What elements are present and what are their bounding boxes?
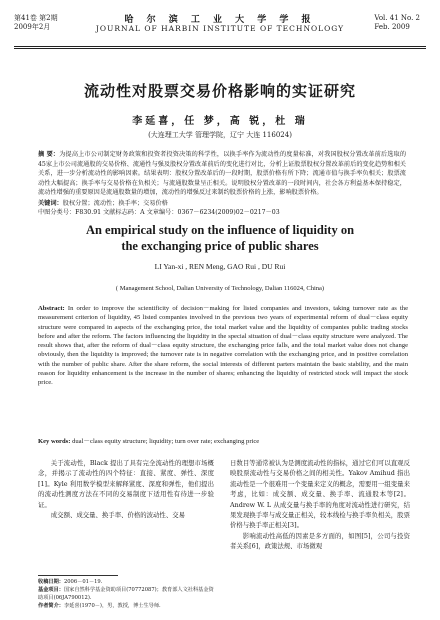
body-paragraph: 成交额、成交量、换手率、价格的波动性、交易: [50, 511, 185, 520]
header-date-en: Feb. 2009: [374, 23, 410, 31]
header-vol-en: Vol. 41 No. 2: [374, 14, 420, 22]
classification-line: 中图分类号：F830.91 文献标志码：A 文章编号：0367－6234(2009)02－0217－03: [38, 209, 280, 216]
body-column-left: [38, 458, 214, 520]
authors-en: LI Yan-xi , REN Meng, GAO Rui , DU Rui: [154, 262, 286, 271]
header-rule: [14, 46, 426, 47]
header-volume-en: [374, 14, 420, 32]
keywords-cn-label: 关键词：: [38, 200, 63, 207]
footnote-fund-text: 国家自然科学基金资助项目(70772087)；教育部人文社科基金资助项目(06JA790012).: [38, 587, 214, 601]
body-paragraph: 关于流动性，Black 提出了具有完全流动性的理想市场概念，并揭示了流动性的四个特征：直接、紧度、弹性、深度[1]。Kyle 利用数学模型来解释紧度、深度和弹性，他们提出的流动性测度方法在不同的交易制度下适用性有待进一步验证。: [38, 459, 214, 509]
footnote-author-text: 李延喜(1970－)，男，教授，博士生导师.: [63, 603, 161, 609]
header-volume: 第41卷 第2期: [14, 14, 58, 22]
header-rule-2: [14, 48, 426, 49]
journal-name-en: JOURNAL OF HARBIN INSTITUTE OF TECHNOLOGY: [95, 24, 345, 33]
footnote-fund: [38, 586, 216, 602]
footnote-fund-label: 基金项目：: [38, 587, 64, 593]
abstract-cn: [38, 150, 406, 198]
footnote-author: [38, 602, 216, 610]
affiliation-cn: (大连理工大学 管理学院，辽宁 大连 116024): [148, 131, 292, 139]
affiliation-en: ( Management School, Dalian University of Technology, Dalian 116024, China): [115, 285, 325, 292]
abstract-en: [38, 304, 408, 388]
keywords-en-text: dual－class equity structure; liquidity; turn over rate; exchanging price: [72, 438, 260, 445]
keywords-en-label: Key words:: [38, 438, 71, 445]
abstract-en-text: In order to improve the scientificity of decision－making for listed companies and investors, taking turnover rate as the measurement criterion of liquidity, 45 listed companies involved in the previous two years of experimental reform of dual－class equity structure were compared in aspects of the exchanging price, the total market value and the liquidity of companies public trading stocks before and after the reform. The factors influencing the liquidity in the special situation of dual－class equity structure were analyzed. The result shows that, after the reform of dual－class equity structure, the exchanging price falls, and the total market value does not change obviously, then the liquidity is improved; the turnover rate is in negative correlation with the exchanging price, and in positive correlation with the number of public share. After the share reform, the social interests of different parters maintain the basic stability, and the main reason for liquidity enhancement is the increase in the number of shares; enhancing the liquidity of restricted stock will impact the stock price.: [38, 305, 408, 387]
abstract-cn-label: 摘 要：: [38, 151, 60, 158]
keywords-en: [38, 437, 408, 446]
body-paragraph: 日数目等通常被认为是测度流动性的指标，通过它们可以直观反映股票流动性与交易价格之间的相关性。Yakov Amihud 指出流动性是一个很难用一个变量来定义的概念，需要用一组变量来考虑，比如：成交额、成交量、换手率、流通股本等[2]。Andrew W. L 从成交量与换手率的角度对流动性进行研究，结果发现换手率与成交量正相关，较本线检与换手率负相关，股票价格与换手率正相关[3]。: [230, 459, 410, 530]
authors-cn: 李延喜，任 梦，高 锐，杜 瑞: [132, 116, 308, 127]
body-column-right: [230, 458, 410, 552]
footnote-received-label: 收稿日期：: [38, 579, 64, 585]
footnote-received-date: 2006－01－19.: [63, 579, 103, 585]
paper-title-en-line2: the exchanging price of public shares: [121, 239, 319, 253]
header-date: 2009年2月: [14, 23, 51, 31]
abstract-cn-text: 为提高上市公司制定财务政策和投资者投资决策的科学性，以换手率作为流动性的度量标准，对我国股权分置改革前后选取的45家上市公司流通股的交易价格、流通性与强及股权分置改革前后的变化进行对比，分析上证股票股权分置改革前后的变化趋势和相关关系，进一步分析流动性的影响因素。结果表明：股权分置改革后的一段时期，股票价格有所下降；流通市值与换手率负相关；股票流动性大幅提高；换手率与交易价格在负相关；与流通股数量呈正相关。说明股权分置改革的一段时间内，社会各方利益基本保持稳定，流动性增强的重要原因是流通股数量的增加，流动性的增强反过来制约股票价格的上涨，影响股票价格。: [38, 151, 407, 197]
keywords-cn: [38, 199, 406, 208]
journal-name-cn: 哈 尔 滨 工 业 大 学 学 报: [124, 15, 316, 25]
body-paragraph: 影响流动性高低的因素是多方面的，如图[5]，公司与投资者关系[6]，政策法规、市场微观: [230, 531, 410, 551]
footnote-received: [38, 578, 216, 586]
keywords-cn-text: 股权分置；流动性；换手率；交易价格: [62, 200, 168, 207]
paper-title-en-line1: An empirical study on the influence of liquidity on: [85, 223, 355, 237]
paper-title-en: [0, 222, 440, 254]
footnote-author-label: 作者简介：: [38, 603, 64, 609]
paper-title-cn: 流动性对股票交易价格影响的实证研究: [83, 82, 356, 100]
footnotes: [38, 578, 216, 610]
abstract-en-label: Abstract:: [38, 305, 65, 312]
footnote-rule: [38, 575, 118, 576]
journal-header: [0, 6, 440, 46]
